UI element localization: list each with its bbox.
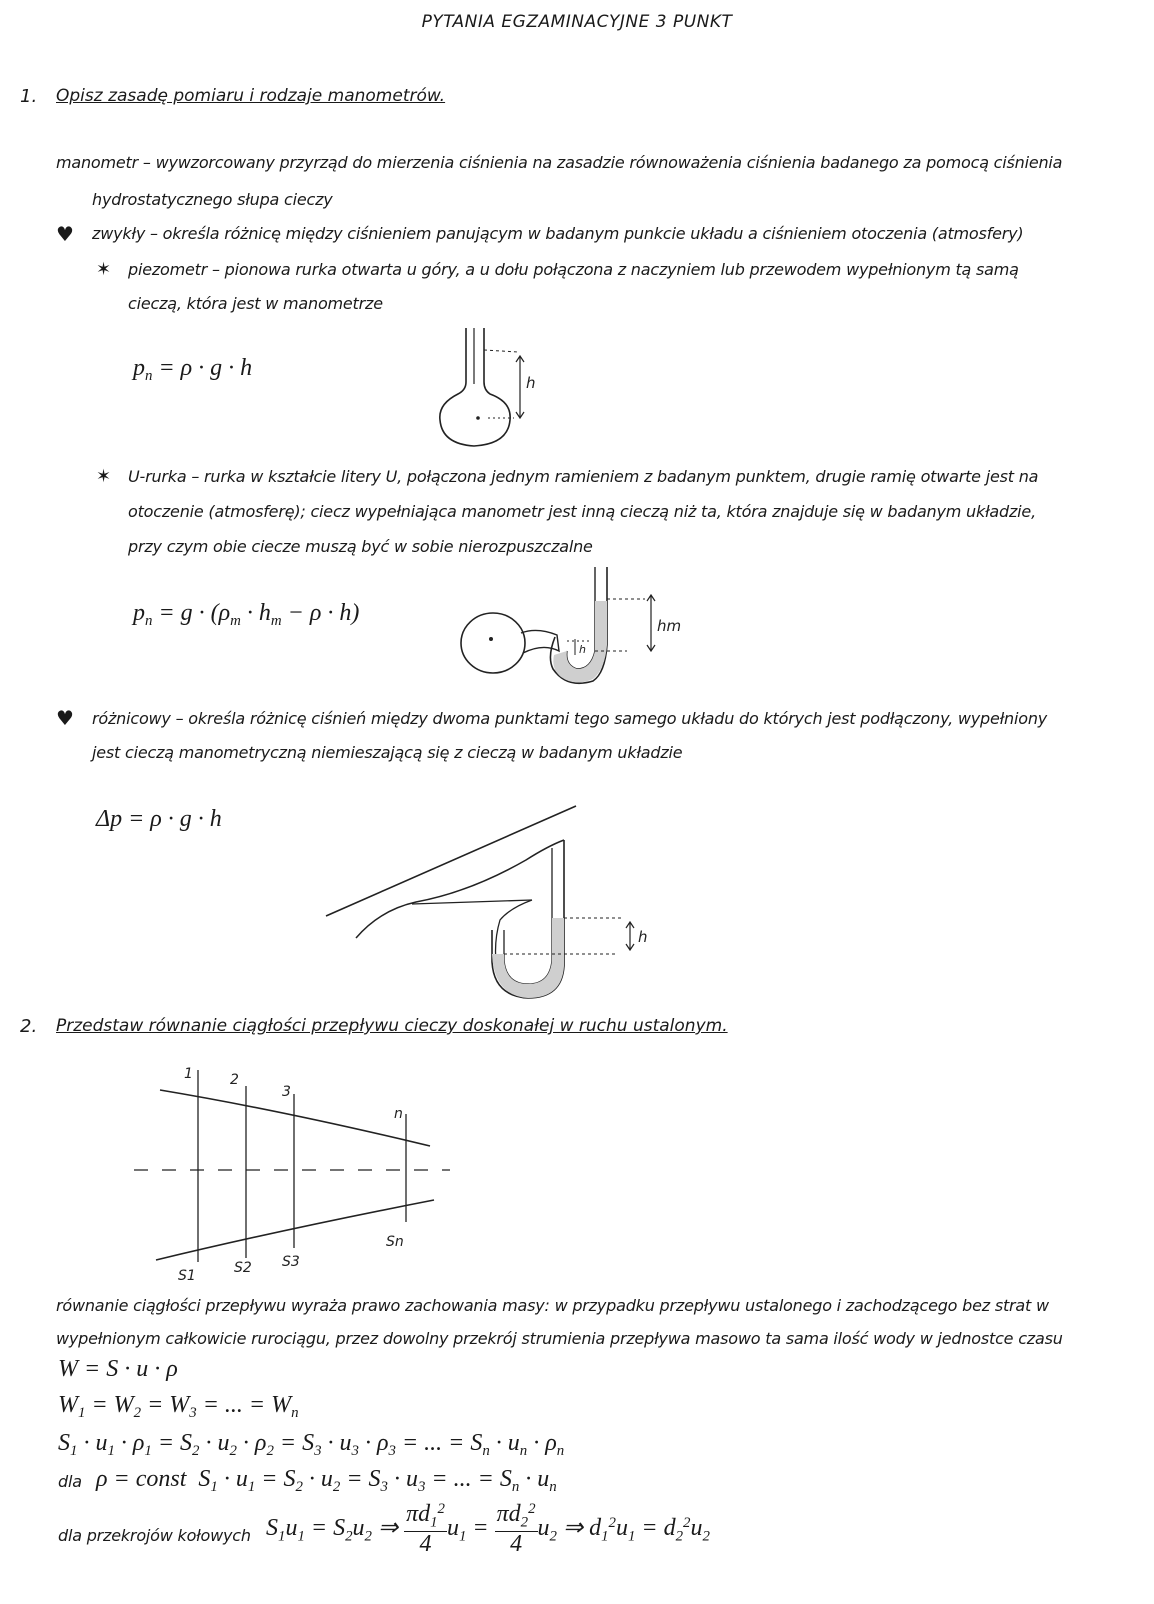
simple-manometer-line: zwykły – określa różnicę między ciśnieniem panującym w badanym punkcie układu a ciśnieniem otoczenia (atmosfery)	[92, 224, 1024, 243]
heart-bullet-icon: ♥	[56, 706, 74, 730]
utube-line-2: otoczenie (atmosferę); ciecz wypełniająca manometr jest inną cieczą niż ta, która znajduje się w badanym układzie,	[128, 502, 1036, 521]
differential-line-1: różnicowy – określa różnicę ciśnień między dwoma punktami tego samego układu do których jest podłączony, wypełniony	[92, 709, 1048, 728]
formula-circular-sections: $S_1u_1 = S_2u_2$ ⇒ $\frac{\pi d_1^2}{4}$ $u_1$ = $\frac{\pi d_2^2}{4}$ $u_2$ ⇒ $d_1^2u_1 = d_2^2u_2$	[266, 1501, 710, 1557]
formula-constant-density: ρ = const $S_1 \cdot u_1 = S_2 \cdot u_2 = S_3 \cdot u_3$ = ... = $S_n \cdot u_n$	[96, 1466, 557, 1496]
section-label: 1	[184, 1066, 193, 1082]
pipe-sections-diagram	[130, 1062, 460, 1292]
utube-h-label: h	[579, 643, 586, 656]
question-1-text: Opisz zasadę pomiaru i rodzaje manometrów.	[56, 86, 446, 106]
section-label: 3	[282, 1084, 291, 1100]
piezometer-diagram	[430, 322, 550, 462]
piezometer-line-1: piezometr – pionowa rurka otwarta u góry, a u dołu połączona z naczyniem lub przewodem wypełnionym tą samą	[128, 260, 1019, 279]
formula-continuity-full: $S_1 \cdot u_1 \cdot \rho_1 = S_2 \cdot u_2 \cdot \rho_2 = S_3 \cdot u_3 \cdot \rho_3$ = ... = $S_n \cdot u_n \cdot \rho_n$	[58, 1430, 565, 1460]
definition-line-2: hydrostatycznego słupa cieczy	[92, 190, 333, 209]
utube-diagram	[455, 565, 705, 695]
utube-line-3: przy czym obie ciecze muszą być w sobie nierozpuszczalne	[128, 537, 593, 556]
question-1-number: 1.	[20, 86, 38, 107]
question-2-text: Przedstaw równanie ciągłości przepływu cieczy doskonałej w ruchu ustalonym.	[56, 1016, 728, 1036]
differential-manometer-diagram	[320, 800, 660, 1010]
question-2-number: 2.	[20, 1016, 38, 1037]
piezometer-line-2: cieczą, która jest w manometrze	[128, 294, 383, 313]
star-bullet-icon: ✶	[96, 259, 112, 280]
area-label: Sn	[386, 1234, 404, 1250]
area-label: S2	[234, 1260, 252, 1276]
page-title: PYTANIA EGZAMINACYJNE 3 PUNKT	[421, 12, 733, 32]
formula-differential: Δp = ρ · g · h	[96, 806, 222, 832]
area-label: S1	[178, 1268, 196, 1284]
utube-hm-label: hm	[657, 617, 682, 635]
utube-line-1: U-rurka – rurka w kształcie litery U, połączona jednym ramieniem z badanym punktem, drugie ramię otwarte jest na	[128, 467, 1039, 486]
dla-przekrojow-label: dla przekrojów kołowych	[58, 1526, 251, 1545]
continuity-text-line-1: równanie ciągłości przepływu wyraża prawo zachowania masy: w przypadku przepływu ustalonego i zachodzącego bez strat w	[56, 1296, 1049, 1315]
formula-mass-flow: W = S · u · ρ	[58, 1356, 178, 1382]
differential-line-2: jest cieczą manometryczną niemieszającą się z cieczą w badanym układzie	[92, 743, 683, 762]
star-bullet-icon: ✶	[96, 466, 112, 487]
piezometer-h-label: h	[526, 374, 536, 392]
dla-label: dla	[58, 1472, 82, 1491]
heart-bullet-icon: ♥	[56, 222, 74, 246]
differential-h-label: h	[638, 928, 648, 946]
section-label: 2	[230, 1072, 239, 1088]
formula-piezometer: $p_n = \rho \cdot g \cdot h$	[133, 355, 253, 385]
formula-utube: $p_n = g \cdot (\rho_m \cdot h_m - \rho \cdot h)$	[133, 600, 360, 630]
continuity-text-line-2: wypełnionym całkowicie rurociągu, przez dowolny przekrój strumienia przepływa masowo ta sama ilość wody w jednostce czasu	[56, 1329, 1063, 1348]
area-label: S3	[282, 1254, 300, 1270]
section-label: n	[394, 1106, 403, 1122]
definition-line-1: manometr – wywzorcowany przyrząd do mierzenia ciśnienia na zasadzie równoważenia ciśnienia badanego za pomocą ciśnienia	[56, 153, 1063, 172]
formula-equal-flows: $W_1 = W_2 = W_3$ = ... = $W_n$	[58, 1392, 299, 1422]
